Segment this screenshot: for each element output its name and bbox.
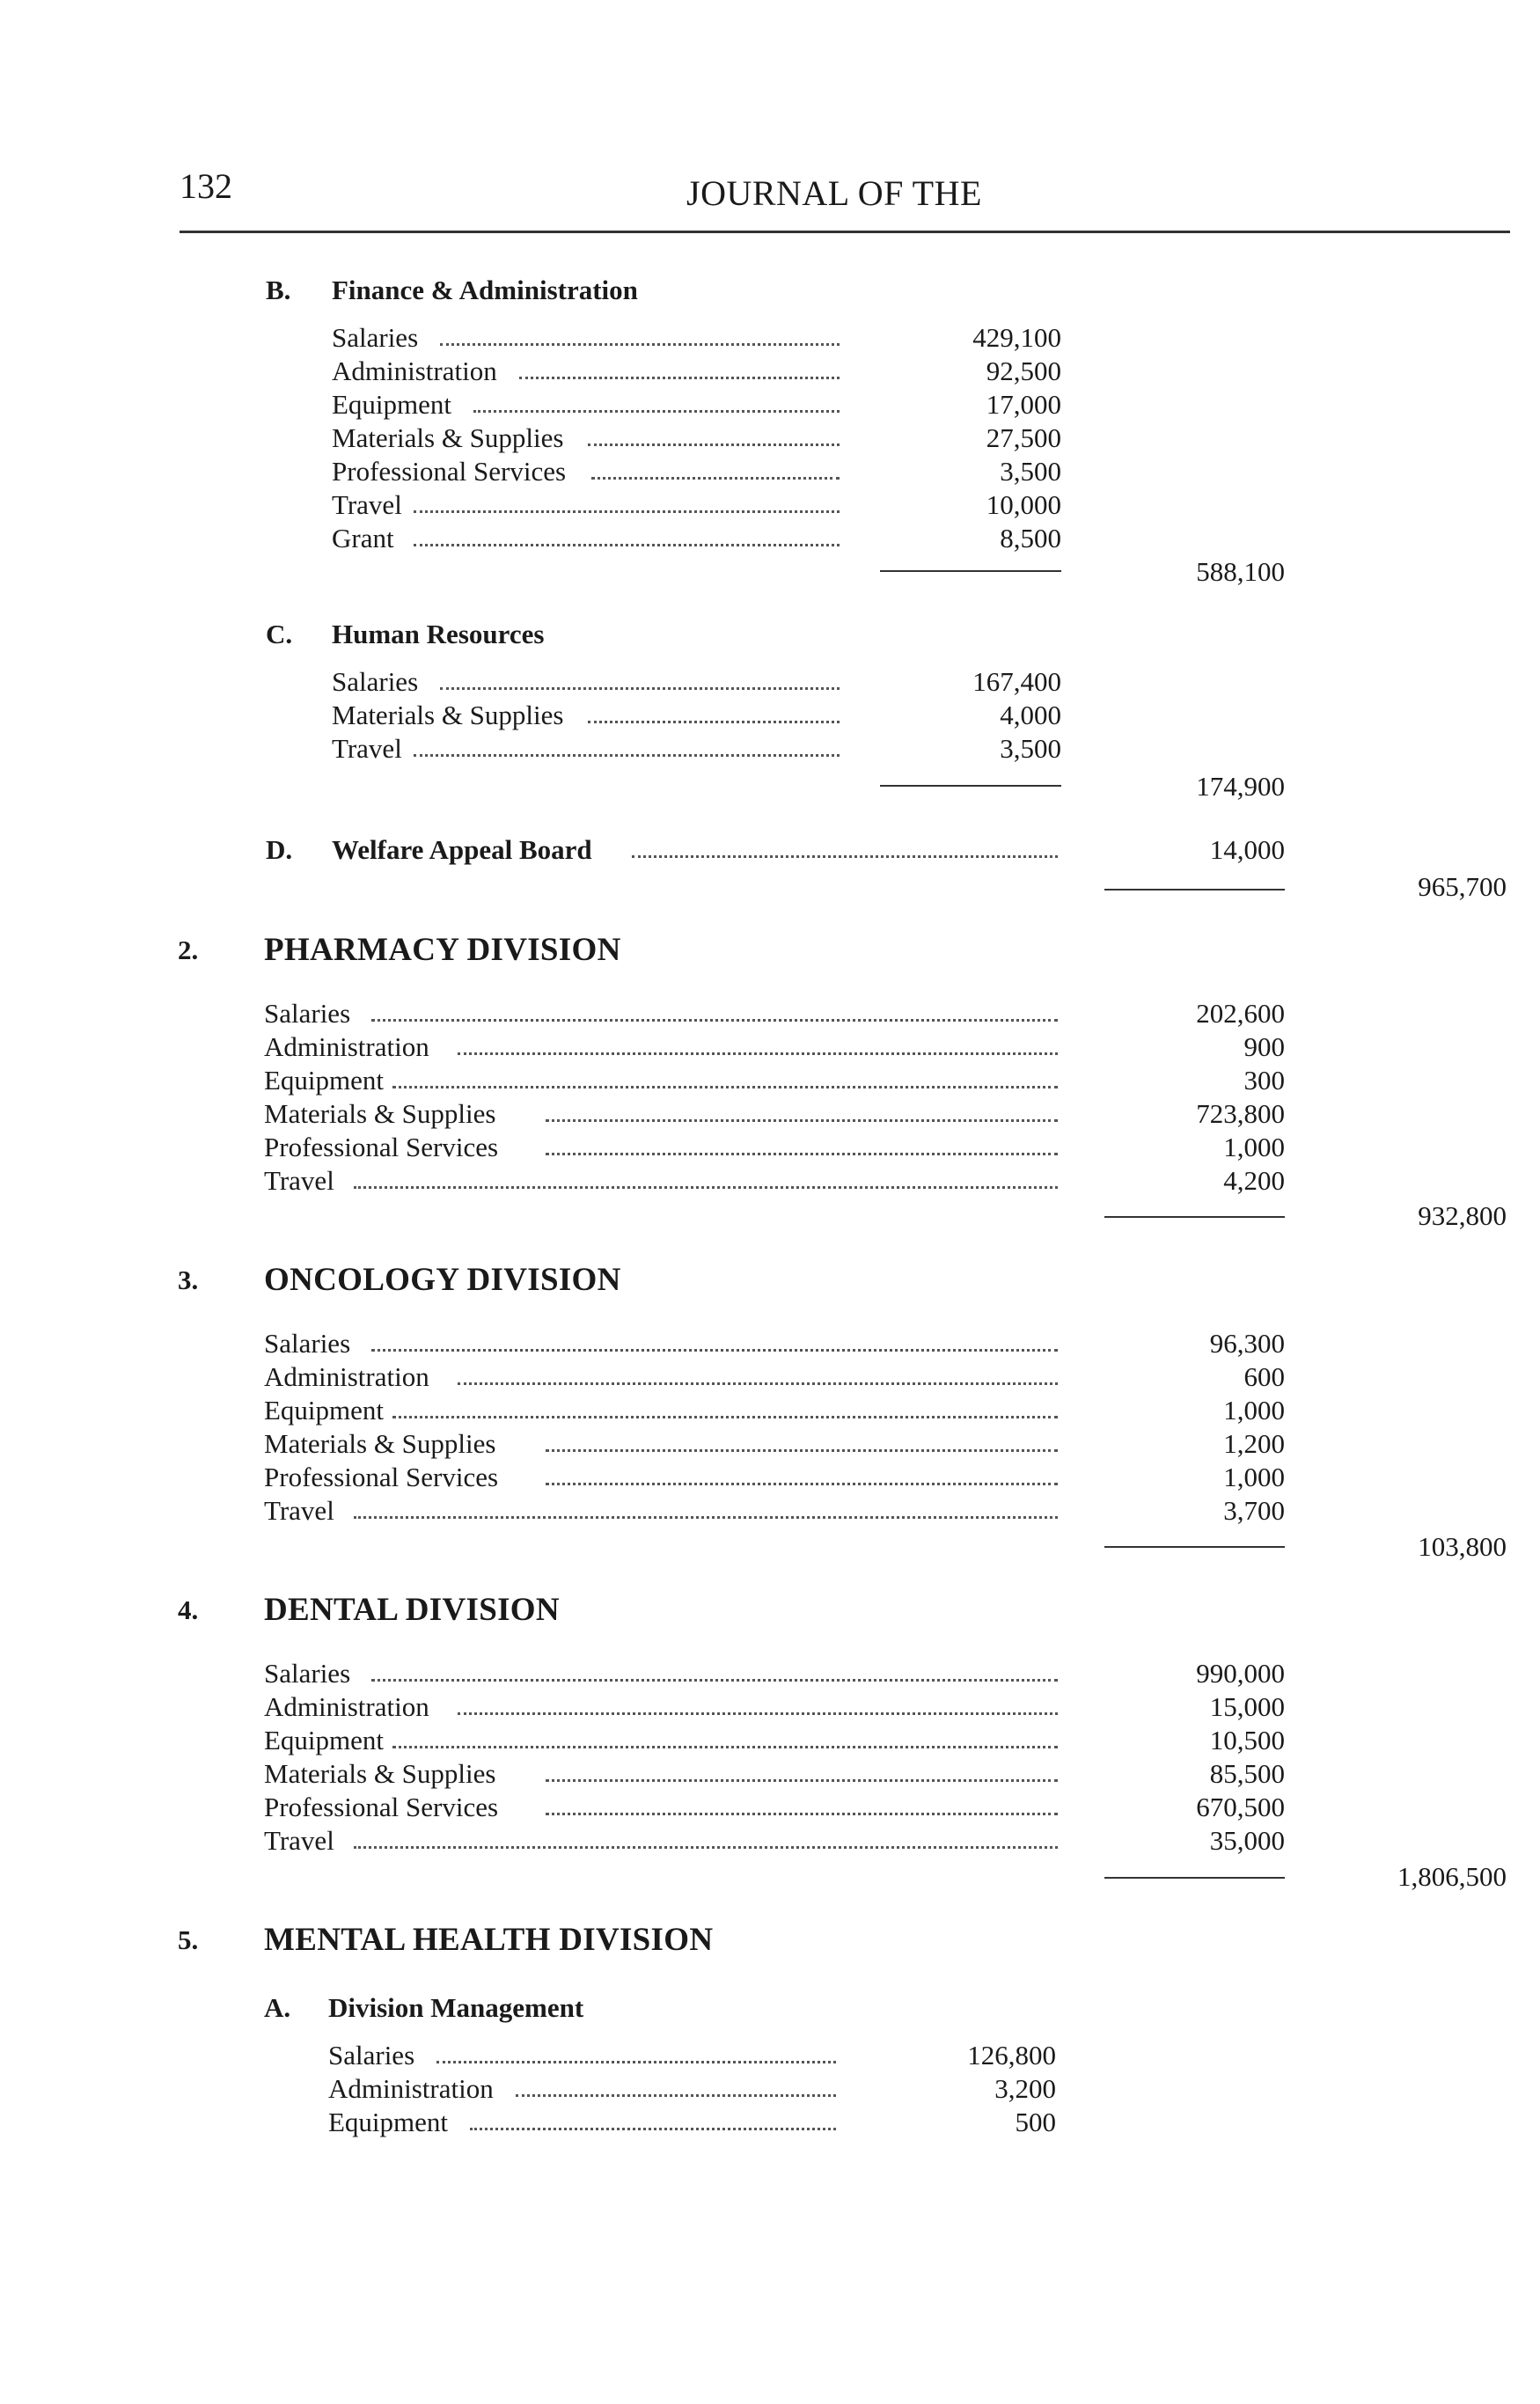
line-item-label: Grant <box>332 523 394 553</box>
section-letter: B. <box>266 275 291 305</box>
line-item-amount: 723,800 <box>1196 1098 1285 1129</box>
line-item-label: Materials & Supplies <box>264 1428 496 1459</box>
dot-leader <box>591 473 840 480</box>
subtotal-rule <box>880 570 1061 572</box>
subtotal-rule <box>880 785 1061 787</box>
line-item-amount: 429,100 <box>972 322 1061 353</box>
line-item-amount: 990,000 <box>1196 1658 1285 1689</box>
dot-leader <box>458 1379 1058 1385</box>
dot-leader <box>473 407 840 413</box>
line-item-label: Salaries <box>328 2040 415 2071</box>
division-total: 103,800 <box>1418 1531 1507 1562</box>
dot-leader <box>371 1015 1058 1022</box>
line-item-amount: 1,200 <box>1223 1428 1285 1459</box>
line-item-amount: 4,200 <box>1223 1165 1285 1196</box>
running-head: JOURNAL OF THE <box>686 173 982 213</box>
subtotal-rule <box>1104 1546 1285 1548</box>
line-item-amount: 4,000 <box>1000 700 1061 730</box>
line-item-amount: 126,800 <box>967 2040 1056 2071</box>
line-item-amount: 3,200 <box>994 2073 1056 2104</box>
line-item-amount: 85,500 <box>1209 1758 1285 1789</box>
division-title: DENTAL DIVISION <box>264 1592 560 1628</box>
dot-leader <box>516 2091 836 2097</box>
dot-leader <box>458 1049 1058 1055</box>
line-item-label: Materials & Supplies <box>332 700 564 730</box>
line-item-label: Administration <box>328 2073 494 2104</box>
line-item-amount: 1,000 <box>1223 1395 1285 1426</box>
dot-leader <box>392 1742 1058 1748</box>
dot-leader <box>440 340 840 346</box>
dot-leader <box>470 2124 836 2130</box>
dot-leader <box>519 373 840 379</box>
division-number: 2. <box>178 934 199 965</box>
line-item-label: Salaries <box>264 1328 351 1359</box>
line-item-label: Travel <box>264 1825 334 1856</box>
line-item-amount: 900 <box>1243 1031 1285 1062</box>
line-item-label: Travel <box>332 489 402 520</box>
subtotal-rule <box>1104 1216 1285 1218</box>
line-item-amount: 10,000 <box>986 489 1061 520</box>
line-item-label: Travel <box>264 1165 334 1196</box>
section-title: Finance & Administration <box>332 275 638 305</box>
line-item-label: Administration <box>264 1361 429 1392</box>
section-letter: D. <box>266 834 293 865</box>
line-item-amount: 167,400 <box>972 666 1061 697</box>
dot-leader <box>546 1776 1058 1782</box>
line-item-label: Equipment <box>328 2107 449 2137</box>
line-item-label: Salaries <box>264 998 351 1029</box>
line-item-label: Professional Services <box>332 456 567 487</box>
line-item-label: Equipment <box>264 1725 385 1755</box>
dot-leader <box>371 1345 1058 1352</box>
page-number: 132 <box>180 166 232 206</box>
division-total: 1,806,500 <box>1397 1861 1507 1892</box>
subtotal-amount: 174,900 <box>1196 771 1285 802</box>
line-item-amount: 202,600 <box>1196 998 1285 1029</box>
dot-leader <box>414 751 840 757</box>
line-item-label: Salaries <box>332 666 419 697</box>
dot-leader <box>371 1675 1058 1682</box>
dot-leader <box>354 1183 1058 1189</box>
line-item-amount: 8,500 <box>1000 523 1061 553</box>
dot-leader <box>546 1446 1058 1452</box>
dot-leader <box>458 1709 1058 1715</box>
line-item-amount: 1,000 <box>1223 1462 1285 1492</box>
division-title: ONCOLOGY DIVISION <box>264 1262 621 1298</box>
line-item-amount: 15,000 <box>1209 1691 1285 1722</box>
line-item-label: Materials & Supplies <box>332 422 564 453</box>
subtotal-amount: 588,100 <box>1196 556 1285 587</box>
division-number: 5. <box>178 1924 199 1955</box>
dot-leader <box>546 1116 1058 1122</box>
dot-leader <box>546 1809 1058 1815</box>
dot-leader <box>588 440 840 446</box>
dot-leader <box>392 1082 1058 1088</box>
line-item-label: Professional Services <box>264 1792 499 1822</box>
line-item-label: Administration <box>264 1031 429 1062</box>
line-item-label: Salaries <box>332 322 419 353</box>
dot-leader <box>414 540 840 546</box>
line-item-amount: 300 <box>1243 1065 1285 1096</box>
line-item-amount: 96,300 <box>1209 1328 1285 1359</box>
section-letter: A. <box>264 1992 291 2023</box>
line-item-label: Equipment <box>332 389 452 420</box>
line-item-amount: 27,500 <box>986 422 1061 453</box>
line-item-amount: 3,700 <box>1223 1495 1285 1526</box>
division-number: 3. <box>178 1264 199 1295</box>
dot-leader <box>414 507 840 513</box>
line-item-label: Salaries <box>264 1658 351 1689</box>
line-item-label: Professional Services <box>264 1132 499 1162</box>
dot-leader <box>588 717 840 723</box>
division-number: 4. <box>178 1594 199 1625</box>
dot-leader <box>546 1149 1058 1155</box>
line-item-label: Travel <box>332 733 402 764</box>
line-item-amount: 17,000 <box>986 389 1061 420</box>
line-item-amount: 600 <box>1243 1361 1285 1392</box>
header-rule <box>180 231 1510 233</box>
section-title: Welfare Appeal Board <box>332 834 592 865</box>
dot-leader <box>392 1412 1058 1418</box>
line-item-label: Materials & Supplies <box>264 1758 496 1789</box>
line-item-label: Equipment <box>264 1395 385 1426</box>
dot-leader <box>546 1479 1058 1485</box>
dot-leader <box>632 852 1058 858</box>
line-item-amount: 3,500 <box>1000 733 1061 764</box>
section-title: Division Management <box>328 1992 584 2023</box>
division-title: MENTAL HEALTH DIVISION <box>264 1922 714 1958</box>
dot-leader <box>354 1513 1058 1519</box>
line-item-amount: 670,500 <box>1196 1792 1285 1822</box>
dot-leader <box>354 1843 1058 1849</box>
line-item-label: Professional Services <box>264 1462 499 1492</box>
line-item-amount: 10,500 <box>1209 1725 1285 1755</box>
line-item-amount: 3,500 <box>1000 456 1061 487</box>
line-item-amount: 14,000 <box>1209 834 1285 865</box>
line-item-amount: 92,500 <box>986 355 1061 386</box>
line-item-label: Administration <box>264 1691 429 1722</box>
division-total: 932,800 <box>1418 1200 1507 1231</box>
division-title: PHARMACY DIVISION <box>264 932 621 968</box>
section-title: Human Resources <box>332 619 545 649</box>
line-item-amount: 500 <box>1015 2107 1056 2137</box>
line-item-label: Administration <box>332 355 497 386</box>
line-item-label: Equipment <box>264 1065 385 1096</box>
line-item-label: Materials & Supplies <box>264 1098 496 1129</box>
line-item-amount: 1,000 <box>1223 1132 1285 1162</box>
dot-leader <box>436 2057 836 2063</box>
line-item-label: Travel <box>264 1495 334 1526</box>
section-letter: C. <box>266 619 293 649</box>
dot-leader <box>440 684 840 690</box>
division-total: 965,700 <box>1418 871 1507 902</box>
subtotal-rule <box>1104 889 1285 891</box>
line-item-amount: 35,000 <box>1209 1825 1285 1856</box>
subtotal-rule <box>1104 1877 1285 1879</box>
